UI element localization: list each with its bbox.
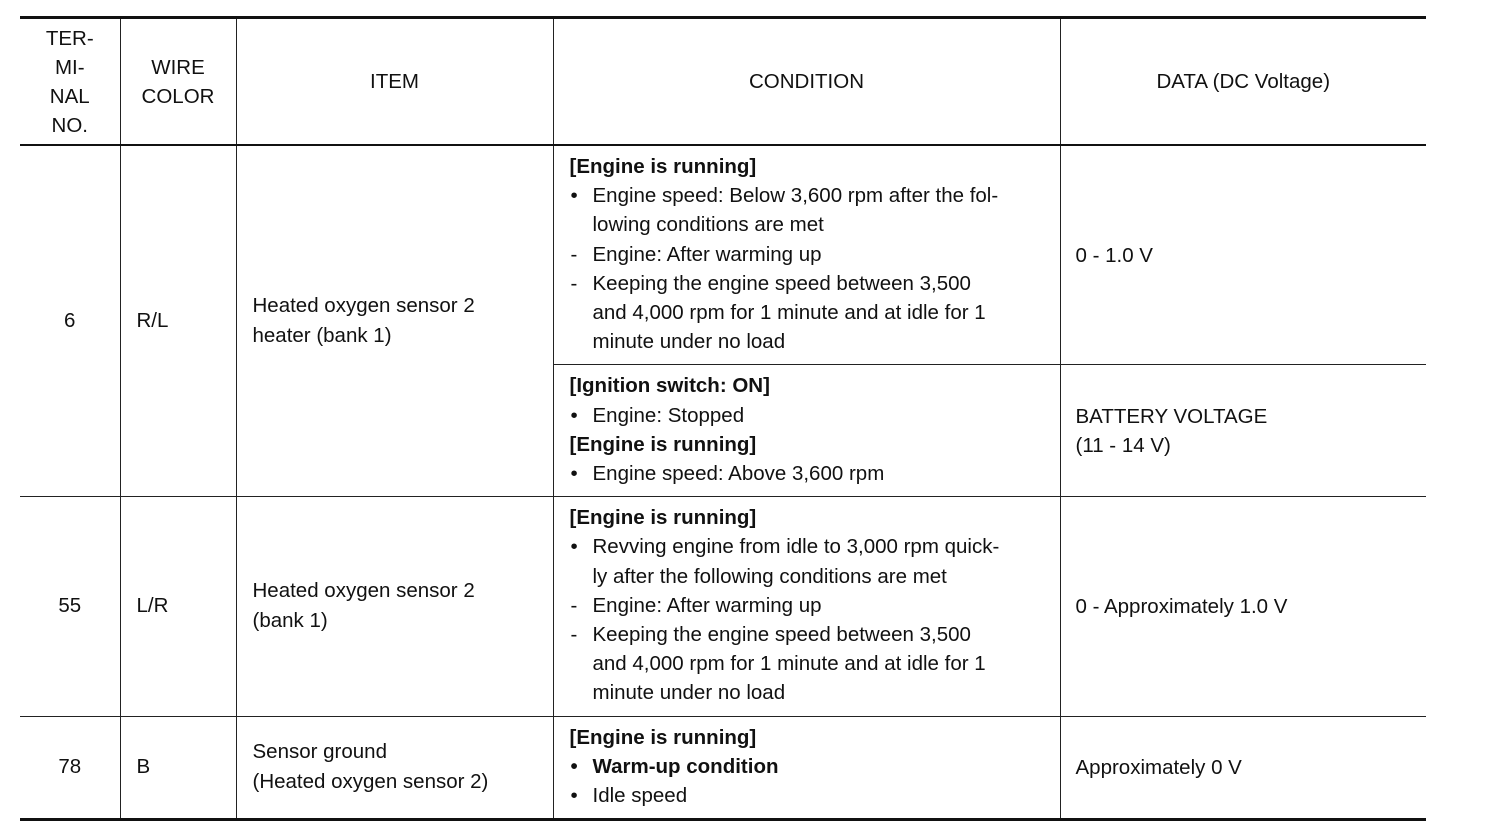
terminal-no: 6 [20, 145, 120, 497]
condition-line: • Engine: Stopped [570, 403, 745, 427]
condition-cell [553, 716, 1060, 820]
terminal-no: 78 [20, 716, 120, 820]
condition-heading: [Engine is running] [569, 506, 757, 530]
condition-line: - Engine: After warming up [570, 242, 822, 266]
wire-color: B [120, 716, 236, 820]
data-value: 0 - Approximately 1.0 V [1060, 497, 1426, 716]
condition-line: • Warm-up condition [570, 754, 779, 778]
condition-line: - Keeping the engine speed between 3,500 and 4,000 rpm for 1 minute and at idle for 1 minute under no load [570, 623, 986, 705]
header-terminal-no: TER- MI- NAL NO. [20, 18, 120, 146]
table-row [20, 716, 1426, 820]
condition-line: - Engine: After warming up [570, 593, 822, 617]
wire-color: L/R [120, 497, 236, 716]
condition-line: • Revving engine from idle to 3,000 rpm quick- ly after the following conditions are met [570, 535, 1000, 588]
condition-heading: [Engine is running] [569, 725, 757, 749]
condition-heading: [Ignition switch: ON] [569, 374, 770, 398]
header-row [20, 18, 1426, 146]
header-item: ITEM [236, 18, 553, 146]
condition-line: • Engine speed: Below 3,600 rpm after the fol- lowing conditions are met [570, 184, 999, 237]
condition-cell [553, 145, 1060, 365]
header-wire-color: WIRE COLOR [120, 18, 236, 146]
terminal-no: 55 [20, 497, 120, 716]
data-value: BATTERY VOLTAGE (11 - 14 V) [1060, 365, 1426, 497]
condition-heading: [Engine is running] [569, 155, 757, 178]
header-condition: CONDITION [553, 18, 1060, 146]
item-cell: Sensor ground (Heated oxygen sensor 2) [236, 716, 553, 820]
data-value: Approximately 0 V [1060, 716, 1426, 820]
wire-color: R/L [120, 145, 236, 497]
table-row [20, 497, 1426, 716]
table-row [20, 145, 1426, 365]
ecm-terminals-table [20, 16, 1426, 821]
condition-cell [553, 365, 1060, 497]
condition-cell [553, 497, 1060, 716]
condition-line: • Engine speed: Above 3,600 rpm [570, 462, 885, 486]
header-data: DATA (DC Voltage) [1060, 18, 1426, 146]
item-cell: Heated oxygen sensor 2 (bank 1) [236, 497, 553, 716]
condition-heading: [Engine is running] [569, 432, 757, 456]
data-value: 0 - 1.0 V [1060, 145, 1426, 365]
condition-line: • Idle speed [570, 784, 688, 808]
item-cell: Heated oxygen sensor 2 heater (bank 1) [236, 145, 553, 497]
condition-line: - Keeping the engine speed between 3,500 and 4,000 rpm for 1 minute and at idle for 1 minute under no load [570, 271, 986, 354]
